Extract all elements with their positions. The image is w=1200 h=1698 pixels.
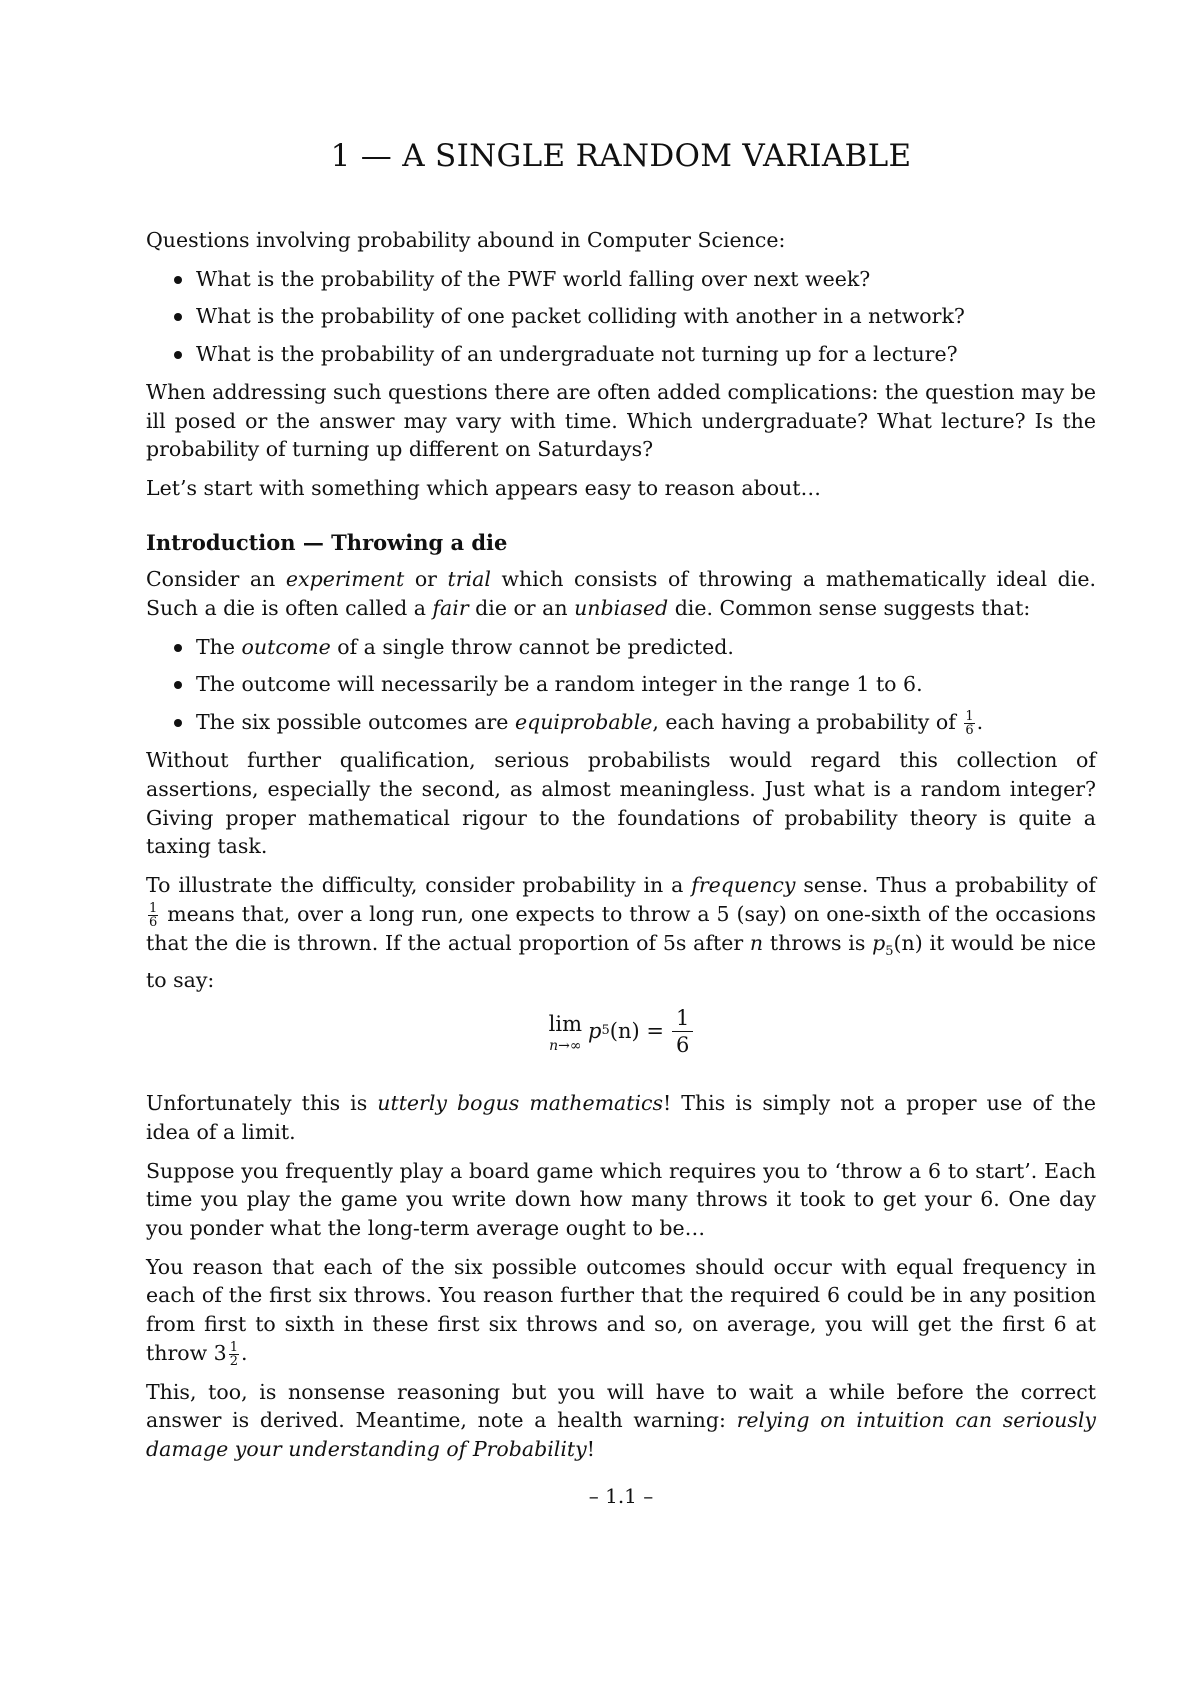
- list-item: The six possible outcomes are equiprobable, each having a probability of $\frac{1}{6}$ .: [172, 708, 1096, 737]
- intro-lead: Questions involving probability abound in Computer Science:: [146, 228, 786, 252]
- list-item: The outcome will necessarily be a random integer in the range 1 to 6.: [172, 670, 1096, 699]
- intro-paragraph: Let’s start with something which appears easy to reason about…: [146, 475, 821, 500]
- intro-bullet-list: [146, 265, 1096, 369]
- page-title: 1 — A SINGLE RANDOM VARIABLE: [330, 138, 912, 174]
- intro-paragraph: When addressing such questions there are often added complications: the question may be ill posed or the answer may vary with time. Which undergraduate? What lecture? Is the probability of turning up different on Saturdays?: [146, 379, 1096, 462]
- section-paragraph: Suppose you frequently play a board game which requires you to ‘throw a 6 to start’. Each time you play the game you write down how many throws it took to get your 6. One day you ponder what the long-term average ought to be…: [146, 1158, 1096, 1240]
- section-paragraph: Without further qualification, serious probabilists would regard this collection of assertions, especially the second, as almost meaningless. Just what is a random integer? Giving proper mathematical rigour to the foundations of probability theory is quite a taxing task.: [146, 748, 1096, 859]
- section-paragraph: To illustrate the difficulty, consider probability in a frequency sense. Thus a probability of $\frac{1}{6}$ means that, over a long run, one expects to throw a 5 (say) on one-sixth of the occasions that the die is thrown. If the actual proportion of 5s after n throws is $p_5(n)$ it would be nice to say:: [146, 872, 1096, 993]
- section-paragraph: You reason that each of the six possible outcomes should occur with equal frequency in each of the first six throws. You reason further that the required 6 could be in any position from first to sixth in these first six throws and so, on average, you will get the first 6 at throw 3 $\frac{1}{2}$ .: [146, 1254, 1096, 1369]
- lim-subscript: n→∞: [549, 1038, 582, 1054]
- page-number: – 1.1 –: [588, 1484, 654, 1508]
- section-heading: Introduction — Throwing a die: [146, 529, 508, 555]
- display-equation: lim n→∞ p 5 (n) = $\frac{1}{6}$: [146, 1005, 1096, 1077]
- die-bullet-list: [146, 633, 1096, 737]
- section-paragraph: Unfortunately this is utterly bogus mathematics! This is simply not a proper use of the idea of a limit.: [146, 1091, 1096, 1144]
- fraction: $\frac{1}{6}$: [149, 900, 158, 930]
- list-item: The outcome of a single throw cannot be predicted.: [172, 633, 1096, 662]
- list-item: What is the probability of the PWF world falling over next week?: [172, 265, 1096, 294]
- list-item: What is the probability of an undergraduate not turning up for a lecture?: [172, 340, 1096, 369]
- body-text: [146, 226, 1096, 1474]
- fraction: $\frac{1}{2}$: [229, 1339, 238, 1369]
- section-paragraph: This, too, is nonsense reasoning but you will have to wait a while before the correct answer is derived. Meantime, note a health warning: relying on intuition can seriously damage your understanding of Probability!: [146, 1379, 1096, 1462]
- fraction: $\frac{1}{6}$: [965, 709, 974, 739]
- list-item: What is the probability of one packet colliding with another in a network?: [172, 302, 1096, 331]
- section-paragraph: Consider an experiment or trial which consists of throwing a mathematically ideal die. Such a die is often called a fair die or an unbiased die. Common sense suggests that:: [146, 567, 1096, 621]
- lim-operator: lim: [548, 1012, 583, 1037]
- equation-fraction: $\frac{1}{6}$: [672, 1005, 693, 1058]
